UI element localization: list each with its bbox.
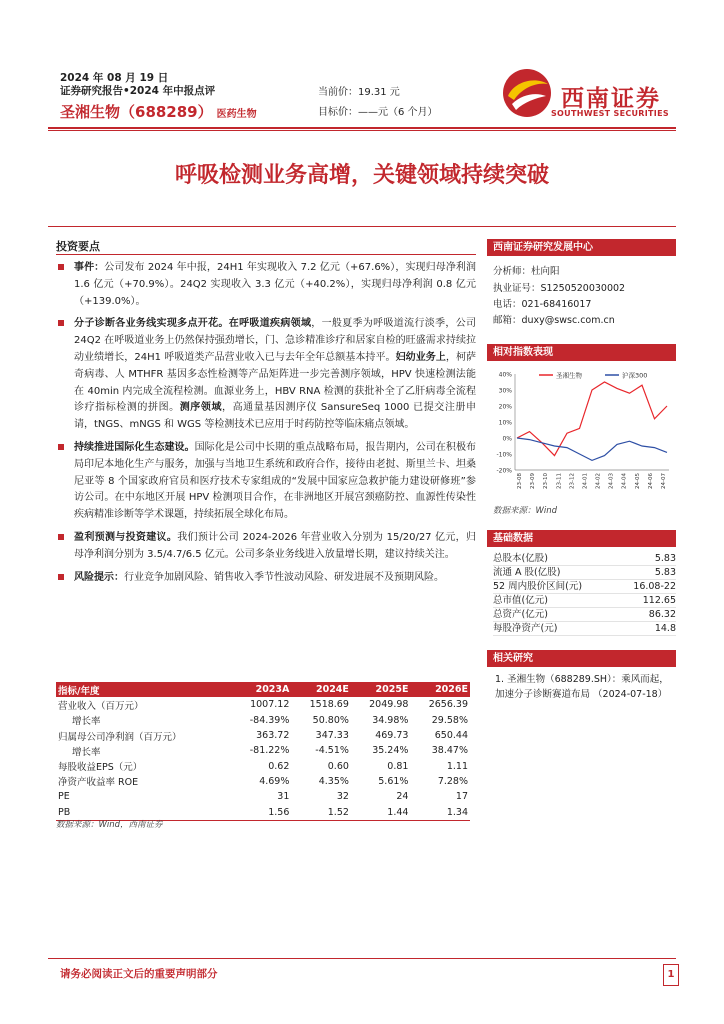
- bullet-square-icon: [58, 534, 64, 540]
- x-tick-label: 24-03: [608, 473, 615, 489]
- company-logo-icon: [500, 66, 554, 124]
- table-cell: 2049.98: [369, 699, 409, 711]
- analyst-name: 分析师：杜向阳: [493, 266, 560, 277]
- table-cell: -4.51%: [315, 745, 349, 757]
- table-cell: 1.34: [446, 806, 468, 818]
- table-header-cell: 2026E: [410, 682, 470, 697]
- bullet-lead-3: 妇幼业务上: [395, 351, 446, 363]
- table-cell: 50.80%: [312, 714, 349, 726]
- bullet-lead: 风险提示：: [74, 571, 124, 583]
- basic-label: 总市值(亿元): [493, 595, 548, 606]
- table-cell: 35.24%: [372, 745, 409, 757]
- table-header-cell: 2023A: [231, 682, 291, 697]
- research-center-title: 西南证券研究发展中心: [487, 239, 676, 256]
- basic-label: 总股本(亿股): [493, 553, 548, 564]
- report-date: 2024 年 08 月 19 日: [60, 72, 169, 84]
- y-tick-label: -10%: [496, 451, 512, 459]
- industry-label: 医药生物: [216, 109, 257, 120]
- analyst-email: 邮箱：duxy@swsc.com.cn: [493, 315, 615, 326]
- table-row: [56, 758, 470, 773]
- basic-label: 总资产(亿元): [493, 609, 548, 620]
- bullet-lead-4: 测序领域: [179, 402, 223, 414]
- basic-value: 86.32: [648, 609, 676, 620]
- bullet-text: ，一般夏季为呼吸道流行淡季，公司 24Q2 在呼吸道业务上仍然保持强劲增长，门、急诊精准诊疗和居家自检的旺盛需求持续拉动业绩增长，24H1 呼吸道类产品营业收入已与去年全年总额基本持平。: [74, 318, 477, 363]
- chart-series: [517, 382, 667, 460]
- basic-value: 5.83: [654, 553, 676, 564]
- basic-value: 112.65: [642, 595, 676, 606]
- chart-grid: [515, 374, 669, 470]
- table-cell: PB: [58, 806, 71, 818]
- basic-data-title: 基础数据: [487, 530, 676, 547]
- basic-data-row: [493, 622, 676, 636]
- y-tick-label: 30%: [498, 387, 512, 395]
- table-row: [56, 743, 470, 758]
- company-label: 圣湘生物（688289）: [60, 103, 213, 121]
- table-header-row: [56, 682, 470, 697]
- title-rule: [48, 226, 676, 227]
- logo-subtitle: SOUTHWEST SECURITIES: [551, 109, 669, 118]
- table-source: 数据来源：Wind，西南证券: [56, 820, 163, 830]
- x-tick-label: 23-08: [517, 473, 523, 489]
- bullet-international: [56, 440, 476, 524]
- table-header-cell: 2025E: [351, 682, 411, 697]
- legend-label: 圣湘生物: [556, 371, 582, 380]
- x-tick-label: 24-01: [582, 473, 589, 489]
- header-rule: [48, 127, 676, 129]
- x-tick-label: 24-04: [621, 473, 628, 489]
- basic-value: 5.83: [654, 567, 676, 578]
- table-cell: 净资产收益率 ROE: [58, 777, 139, 789]
- table-row: [56, 728, 470, 743]
- bullet-lead: 分子诊断各业务线实现多点开花。: [74, 318, 229, 330]
- related-research-link[interactable]: 1. 圣湘生物（688289.SH）：乘风而起，加速分子诊断赛道布局 （2024-07-18）: [495, 674, 669, 700]
- table-cell: 营业收入（百万元）: [58, 700, 144, 712]
- company-name: [60, 101, 257, 122]
- series-line-0: [517, 382, 667, 456]
- bullet-text-2: ，柯萨奇病毒、人 MTHFR 基因多态性检测等产品矩阵进一步完善测序领域，HPV 快速检测法能在 40min 内完成全流程检测。血源业务上，HBV RNA 检测的获批补全了乙肝病毒全流程诊疗指标检测的拼图。: [74, 351, 477, 414]
- chart-source: 数据来源：Wind: [493, 506, 558, 516]
- bullet-square-icon: [58, 444, 64, 450]
- basic-value: 16.08-22: [633, 581, 676, 592]
- table-cell: 7.28%: [437, 775, 468, 787]
- table-cell: -84.39%: [249, 714, 290, 726]
- table-cell: 2656.39: [428, 699, 468, 711]
- table-cell: -81.22%: [249, 745, 290, 757]
- table-cell: 24: [396, 791, 409, 803]
- chart-y-ticks: [496, 372, 512, 475]
- bullet-square-icon: [58, 320, 64, 326]
- chart-x-ticks: [517, 473, 667, 489]
- basic-data-row: [493, 566, 676, 580]
- y-tick-label: 20%: [498, 403, 512, 411]
- bullet-text: 我们预计公司 2024-2026 年营业收入分别为 15/20/27 亿元，归母净利润分别为 3.5/4.7/6.5 亿元。公司多条业务线进入放量增长期，建议持续关注。: [74, 531, 476, 560]
- basic-value: 14.8: [654, 623, 676, 634]
- bullet-text-3: ，高通量基因测序仪 SansureSeq 1000 已提交注册申请，tNGS、mNGS 和 WGS 等检测技术已应用于时药防控等临床痛点领域。: [74, 402, 477, 431]
- bullet-square-icon: [58, 264, 64, 270]
- basic-label: 流通 A 股(亿股): [493, 567, 561, 578]
- footer-rule: [48, 958, 676, 959]
- table-cell: 5.61%: [378, 775, 409, 787]
- basic-label: 52 周内股价区间(元): [493, 581, 583, 592]
- x-tick-label: 23-11: [556, 473, 563, 489]
- table-cell: PE: [58, 791, 70, 803]
- section-rule: [56, 254, 476, 255]
- bullet-lead: 事件：: [74, 262, 105, 273]
- bullet-text: 行业竞争加剧风险、销售收入季节性波动风险、研发进展不及预期风险。: [124, 571, 444, 583]
- table-cell: 增长率: [72, 746, 101, 758]
- section-title: 投资要点: [56, 240, 100, 253]
- x-tick-label: 23-12: [569, 473, 576, 489]
- y-tick-label: 0%: [502, 435, 512, 443]
- table-cell: 347.33: [315, 730, 349, 742]
- table-row: [56, 789, 470, 804]
- current-price: 当前价：19.31 元: [318, 87, 400, 98]
- table-cell: 29.58%: [431, 714, 468, 726]
- y-tick-label: 10%: [498, 419, 512, 427]
- relative-index-chart: [487, 366, 676, 498]
- bullet-square-icon: [58, 574, 64, 580]
- analyst-license: 执业证号：S1250520030002: [493, 283, 626, 294]
- key-points: [56, 260, 476, 592]
- table-header-cell: 2024E: [291, 682, 351, 697]
- table-cell: 650.44: [434, 730, 468, 742]
- y-tick-label: -20%: [496, 467, 512, 475]
- table-cell: 17: [455, 791, 468, 803]
- bullet-forecast: [56, 530, 476, 564]
- page-number: 1: [663, 964, 679, 986]
- table-cell: 每股收益EPS（元）: [58, 762, 143, 774]
- analyst-phone: 电话：021-68416017: [493, 299, 592, 310]
- table-cell: 34.98%: [372, 714, 409, 726]
- bullet-molecular: [56, 316, 476, 434]
- basic-data-row: [493, 608, 676, 622]
- bullet-lead: 持续推进国际化生态建设。: [74, 441, 195, 453]
- table-cell: 4.69%: [259, 775, 290, 787]
- bullet-event: [56, 260, 476, 310]
- bullet-lead-2: 在呼吸道疾病领域: [228, 318, 312, 330]
- table-cell: 0.62: [268, 760, 290, 772]
- footer-disclaimer: 请务必阅读正文后的重要声明部分: [60, 968, 218, 980]
- report-type: 证券研究报告•2024 年中报点评: [60, 85, 216, 97]
- x-tick-label: 24-06: [647, 473, 654, 489]
- basic-data-row: [493, 552, 676, 566]
- table-header-cell: 指标/年度: [56, 682, 231, 697]
- chart-legend: [539, 371, 647, 380]
- table-row: [56, 713, 470, 728]
- basic-data-row: [493, 580, 676, 594]
- table-cell: 1.52: [327, 806, 349, 818]
- table-cell: 1518.69: [309, 699, 349, 711]
- basic-label: 每股净资产(元): [493, 623, 558, 634]
- x-tick-label: 24-05: [634, 473, 641, 489]
- page-title: 呼吸检测业务高增，关键领域持续突破: [174, 163, 549, 188]
- table-cell: 32: [336, 791, 349, 803]
- bullet-lead: 盈利预测与投资建议。: [74, 531, 178, 543]
- table-cell: 1.11: [446, 760, 468, 772]
- bullet-text: 公司发布 2024 年中报，24H1 年实现收入 7.2 亿元（+67.6%），实现归母净利润 1.6 亿元（+70.9%）。24Q2 实现收入 3.3 亿元（+40.2%），实现归母净利润 0.8 亿元（+139.0%）。: [74, 262, 477, 307]
- table-cell: 469.73: [375, 730, 409, 742]
- y-tick-label: 40%: [498, 371, 512, 379]
- table-cell: 31: [277, 791, 290, 803]
- table-cell: 1.56: [268, 806, 290, 818]
- bullet-risk: [56, 570, 476, 587]
- related-research-title: 相关研究: [487, 650, 676, 667]
- logo-name: 西南证券: [561, 85, 661, 112]
- table-cell: 38.47%: [431, 745, 468, 757]
- x-tick-label: 23-10: [543, 473, 550, 489]
- basic-data-row: [493, 594, 676, 608]
- table-row: [56, 697, 470, 712]
- table-cell: 363.72: [256, 730, 290, 742]
- table-cell: 0.60: [327, 760, 349, 772]
- x-tick-label: 23-09: [530, 473, 537, 489]
- table-row: [56, 774, 470, 789]
- bullet-text: 国际化是公司中长期的重点战略布局，报告期内，公司在积极布局印尼本地化生产与服务，加强与当地卫生系统和政府合作，接待由老挝、斯里兰卡、坦桑尼亚等 8 个国家政府官员和医疗技术专家组成的“发展中国家应急救护能力建设研修班”参访公司。在中东地区开展 HPV 检测项目合作，在非洲地区开展宫颈癌防控、血源性传染性疾病精准诊断等学术课题，持续拓展全球化布局。: [74, 441, 477, 521]
- table-cell: 归属母公司净利润（百万元）: [58, 731, 182, 743]
- legend-label: 沪深300: [622, 371, 648, 380]
- target-price: 目标价：——元（6 个月）: [318, 107, 438, 118]
- x-tick-label: 24-07: [661, 473, 667, 489]
- x-tick-label: 24-02: [595, 473, 602, 489]
- table-cell: 1.44: [387, 806, 409, 818]
- table-cell: 4.35%: [318, 775, 349, 787]
- table-cell: 增长率: [72, 716, 101, 728]
- header-rule-thin: [48, 130, 676, 131]
- financial-table: [56, 682, 470, 821]
- index-chart-title: 相对指数表现: [487, 344, 676, 361]
- table-cell: 0.81: [387, 760, 409, 772]
- table-cell: 1007.12: [250, 699, 290, 711]
